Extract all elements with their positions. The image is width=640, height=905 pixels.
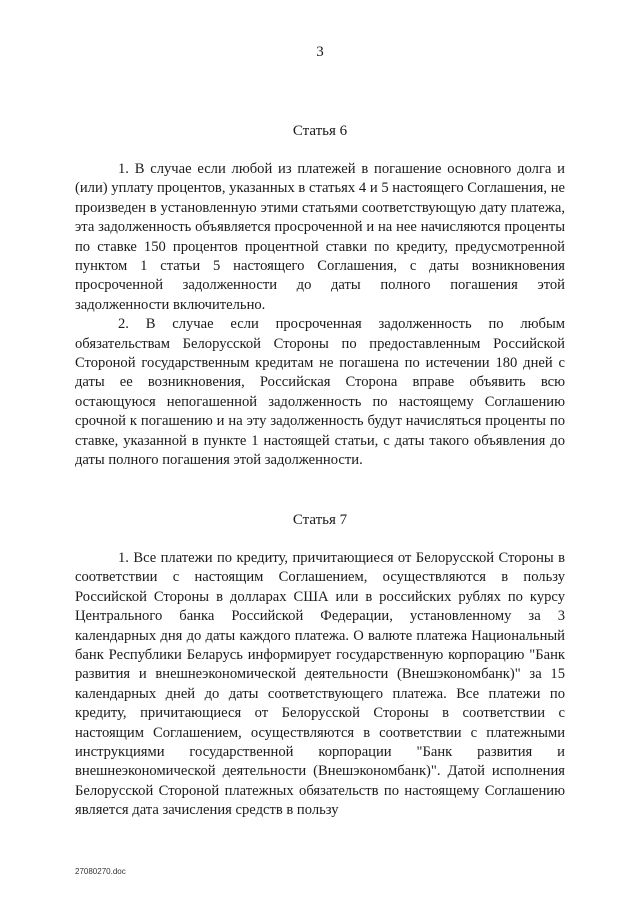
document-filename: 27080270.doc	[75, 867, 126, 876]
page-number: 3	[316, 44, 324, 60]
article-7-paragraph-1: 1. Все платежи по кредиту, причитающиеся от Белорусской Стороны в соответствии с настоящим Соглашением, осуществляются в пользу Российской Стороны в долларах США или в российских рублях по курсу Центрального банка Российской Федерации, установленному за 3 календарных дня до даты каждого платежа. О валюте платежа Национальный банк Республики Беларусь информирует государственную корпорацию "Банк развития и внешнеэкономической деятельности (Внешэкономбанк)" за 15 календарных дней до даты соответствующего платежа. Все платежи по кредиту, причитающиеся от Белорусской Стороны в соответствии с настоящим Соглашением, осуществляются в соответствии с платежными инструкциями государственной корпорации "Банк развития и внешнеэкономической деятельности (Внешэкономбанк)". Датой исполнения Белорусской Стороной платежных обязательств по настоящему Соглашению является дата зачисления средств в пользу	[75, 550, 565, 819]
article-7-body	[75, 549, 565, 821]
article-6-heading: Статья 6	[292, 123, 348, 139]
article-6-body	[75, 160, 565, 471]
article-6-paragraph-2: 2. В случае если просроченная задолженность по любым обязательствам Белорусской Стороны по предоставленным Российской Стороной государственным кредитам не погашена по истечении 180 дней с даты ее возникновения, Российская Сторона вправе объявить всю остающуюся непогашенной задолженность по настоящему Соглашению срочной к погашению и на эту задолженность будут начисляться проценты по ставке, указанной в пункте 1 настоящей статьи, с даты такого объявления до даты полного погашения этой задолженности.	[75, 316, 565, 469]
article-7-heading: Статья 7	[292, 512, 348, 528]
article-6-paragraph-1: 1. В случае если любой из платежей в погашение основного долга и (или) уплату процентов, указанных в статьях 4 и 5 настоящего Соглашения, не произведен в установленную этими статьями соответствующую дату платежа, эта задолженность объявляется просроченной и на нее начисляются проценты по ставке 150 процентов процентной ставки по кредиту, предусмотренной пунктом 1 статьи 5 настоящего Соглашения, с даты возникновения просроченной задолженности до даты полного погашения этой задолженности включительно.	[75, 161, 565, 313]
